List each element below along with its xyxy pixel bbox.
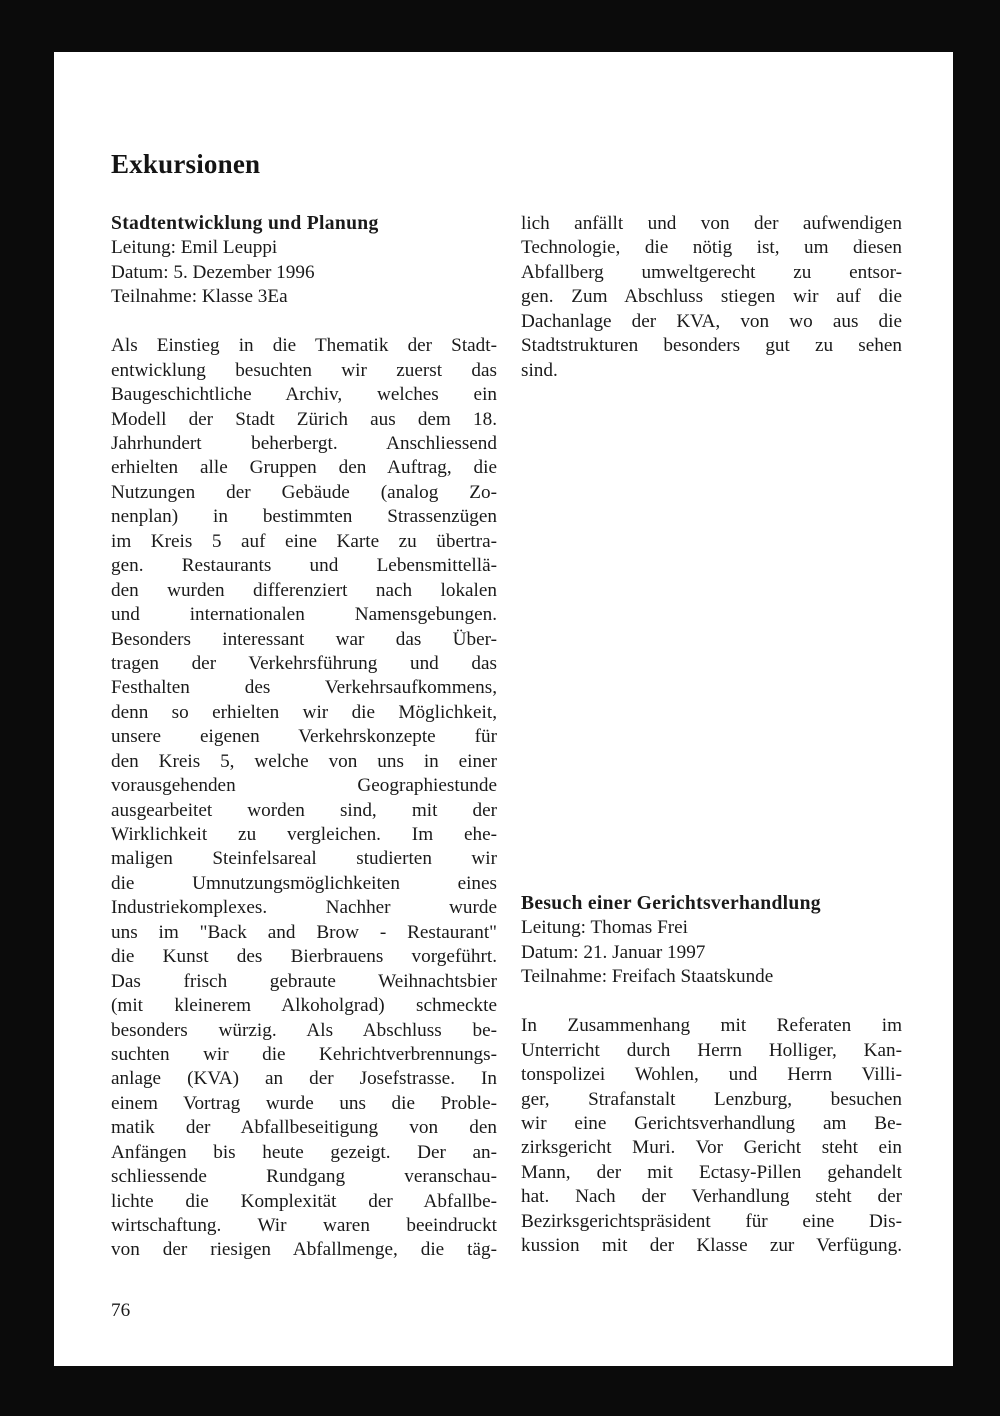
text-line: Anfängen bis heute gezeigt. Der an- (111, 1141, 497, 1163)
text-line: (mit kleinerem Alkoholgrad) schmeckte (111, 995, 497, 1017)
text-line: kussion mit der Klasse zur Verfügung. (521, 1235, 902, 1257)
text-line: Industriekomplexes. Nachher wurde (111, 897, 497, 919)
text-line: matik der Abfallbeseitigung von den (111, 1117, 497, 1139)
text-line: Jahrhundert beherbergt. Anschliessend (111, 433, 497, 454)
text-line: suchten wir die Kehrichtverbrennungs- (111, 1043, 497, 1065)
text-line: schliessende Rundgang veranschau- (111, 1166, 497, 1188)
text-line: tragen der Verkehrsführung und das (111, 652, 497, 674)
meta-teilnahme: Teilnahme: Freifach Staatskunde (521, 966, 774, 988)
text-line: erhielten alle Gruppen den Auftrag, die (111, 457, 497, 479)
text-line: einem Vortrag wurde uns die Proble- (111, 1092, 497, 1114)
text-line: Als Einstieg in die Thematik der Stadt- (111, 335, 497, 357)
text-line: denn so erhielten wir die Möglichkeit, (111, 701, 497, 723)
text-line: sind. (521, 359, 558, 381)
section-heading: Besuch einer Gerichtsverhandlung (521, 893, 821, 914)
text-line: den wurden differenziert nach lokalen (111, 579, 497, 601)
text-line: tonspolizei Wohlen, und Herrn Villi- (521, 1064, 902, 1086)
text-line: und internationalen Namensgebungen. (111, 604, 497, 626)
section-gerichtsverhandlung (521, 892, 902, 1259)
text-line: maligen Steinfelsareal studierten wir (111, 848, 497, 870)
text-line: hat. Nach der Verhandlung steht der (521, 1186, 902, 1208)
text-line: wir eine Gerichtsverhandlung am Be- (521, 1113, 902, 1134)
page-number: 76 (111, 1300, 131, 1321)
text-line: unsere eigenen Verkehrskonzepte für (111, 726, 497, 748)
meta-teilnahme: Teilnahme: Klasse 3Ea (111, 286, 288, 308)
text-line: die Kunst des Bierbrauens vorgeführt. (111, 946, 497, 968)
text-line: Bezirksgerichtspräsident für eine Dis- (521, 1210, 902, 1232)
section-body (111, 334, 497, 1263)
text-line: Besonders interessant war das Über- (111, 628, 497, 650)
text-line: Dachanlage der KVA, von wo aus die (521, 310, 902, 332)
text-line: Festhalten des Verkehrsaufkommens, (111, 677, 497, 699)
text-line: lichte die Komplexität der Abfallbe- (111, 1190, 497, 1212)
text-line: im Kreis 5 auf eine Karte zu übertra- (111, 530, 497, 552)
section-heading: Stadtentwicklung und Planung (111, 213, 379, 234)
meta-leitung: Leitung: Emil Leuppi (111, 237, 278, 259)
text-line: gen. Zum Abschluss stiegen wir auf die (521, 286, 902, 308)
text-line: Abfallberg umweltgerecht zu entsor- (521, 261, 902, 283)
text-line: von der riesigen Abfallmenge, die täg- (111, 1239, 497, 1261)
text-line: Stadtstrukturen besonders gut zu sehen (521, 335, 902, 357)
text-line: lich anfällt und von der aufwendigen (521, 213, 902, 234)
text-line: vorausgehenden Geographiestunde (111, 775, 497, 797)
text-line: besonders würzig. Als Abschluss be- (111, 1019, 497, 1041)
text-line: anlage (KVA) an der Josefstrasse. In (111, 1068, 497, 1090)
text-line: die Umnutzungsmöglichkeiten eines (111, 872, 497, 894)
text-line: Modell der Stadt Zürich aus dem 18. (111, 408, 497, 430)
text-line: Unterricht durch Herrn Holliger, Kan- (521, 1039, 902, 1061)
meta-datum: Datum: 21. Januar 1997 (521, 941, 706, 963)
meta-leitung: Leitung: Thomas Frei (521, 917, 688, 939)
text-line: nenplan) in bestimmten Strassenzügen (111, 506, 497, 528)
text-line: entwicklung besuchten wir zuerst das (111, 359, 497, 381)
text-line: ger, Strafanstalt Lenzburg, besuchen (521, 1088, 902, 1110)
text-line: Mann, der mit Ectasy-Pillen gehandelt (521, 1161, 902, 1183)
section-stadtentwicklung (111, 212, 497, 1263)
page-title: Exkursionen (111, 149, 261, 179)
text-line: ausgearbeitet worden sind, mit der (111, 799, 497, 821)
meta-datum: Datum: 5. Dezember 1996 (111, 261, 315, 283)
text-line: In Zusammenhang mit Referaten im (521, 1015, 902, 1037)
section-body (521, 1014, 902, 1258)
text-line: zirksgericht Muri. Vor Gericht steht ein (521, 1137, 902, 1159)
section-stadtentwicklung-continued (521, 212, 902, 383)
document-page (54, 52, 953, 1366)
text-line: Das frisch gebraute Weihnachtsbier (111, 970, 497, 992)
text-line: gen. Restaurants und Lebensmittellä- (111, 555, 497, 577)
text-line: uns im "Back and Brow - Restaurant" (111, 921, 497, 943)
text-line: Nutzungen der Gebäude (analog Zo- (111, 481, 497, 503)
text-line: wirtschaftung. Wir waren beeindruckt (111, 1215, 497, 1236)
text-line: Wirklichkeit zu vergleichen. Im ehe- (111, 824, 497, 845)
text-line: Baugeschichtliche Archiv, welches ein (111, 384, 497, 406)
text-line: den Kreis 5, welche von uns in einer (111, 750, 497, 772)
text-line: Technologie, die nötig ist, um diesen (521, 237, 902, 259)
